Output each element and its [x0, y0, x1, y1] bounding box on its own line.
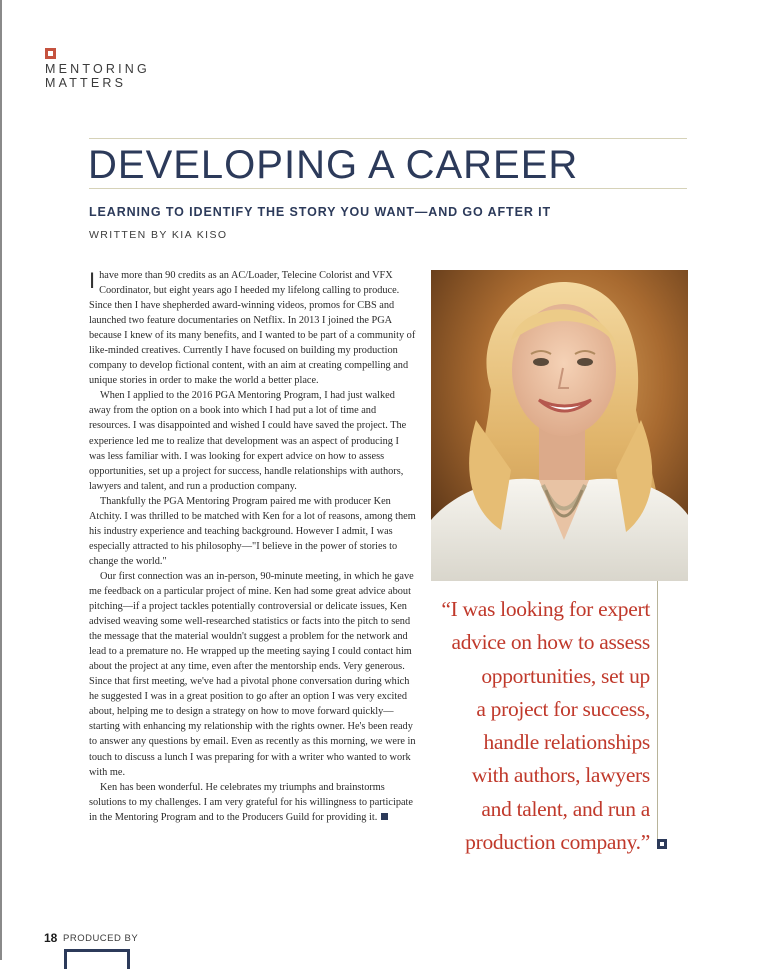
paragraph: Our first connection was an in-person, 90-minute meeting, in which he gave me feedback on a particular project of mine. Ken had some great advice about pitching—if a project tackles potentially controversial or delicate issues, Ken advised weaving some well-researched statistics or facts into the pitch to send the message that the material wouldn't suggest a problem for the network and lead to a premature no. He wrapped up the meeting saying I could contact him about the project at any time, even after the mentorship ends. Very generous. Since that first meeting, we've had a pivotal phone conversation during which he suggested I was in a great position to go after an option I was very excited about, helping me to design a strategy on how to move forward quickly—starting with enhancing my relationship with the rights owner. He's been ready to answer any questions by email. Even as recently as this morning, we were in touch to discuss a lunch I was preparing for with a writer who wanted to work with me. [89, 570, 416, 778]
article-byline: WRITTEN BY KIA KISO [89, 229, 228, 241]
article-subtitle: LEARNING TO IDENTIFY THE STORY YOU WANT—AND GO AFTER IT [89, 205, 552, 219]
end-mark-icon [381, 813, 388, 820]
section-marker-icon [45, 48, 56, 59]
pullquote-line: a project for success, [476, 696, 650, 721]
section-label-line2: MATTERS [45, 76, 127, 90]
drop-cap: I [89, 268, 96, 293]
section-label [45, 62, 150, 90]
paragraph-text: have more than 90 credits as an AC/Loader, Telecine Colorist and VFX Coordinator, but eight years ago I heeded my lifelong calling to produce. Since then I have shepherded award-winning videos, promos for CBS and launched two feature documentaries on Netflix. In 2013 I joined the PGA because I knew of its many benefits, and I wanted to be part of a community of like-minded creatives. Currently I have focused on building my production company to develop fictional content, with an aim at creating compelling and unique stories in order to make the world a better place. [89, 270, 416, 387]
pullquote-line: opportunities, set up [481, 663, 650, 688]
pull-quote [432, 593, 650, 859]
pullquote-line: “I was looking for expert [441, 597, 650, 621]
pullquote-line: advice on how to assess [451, 630, 650, 655]
produced-by-label: PRODUCED BY [63, 933, 139, 944]
pullquote-line: with authors, lawyers [471, 763, 650, 788]
pullquote-line: handle relationships [483, 730, 650, 755]
article-body [89, 268, 416, 825]
portrait-illustration [431, 270, 688, 581]
paragraph: Thankfully the PGA Mentoring Program paired me with producer Ken Atchity. I was thrilled to be matched with Ken for a lot of reasons, among them his industry experience and teaching background. However I admit, I was especially attracted to his philosophy—"I believe in the power of stories to change the world." [89, 495, 416, 567]
paragraph [89, 780, 416, 825]
pullquote-line: production company.” [465, 830, 650, 855]
pullquote-end-icon [657, 839, 667, 849]
article-title: DEVELOPING A CAREER [88, 143, 579, 187]
pullquote-line: and talent, and run a [481, 796, 650, 821]
author-portrait [431, 270, 688, 581]
page-edge-line [0, 0, 2, 960]
paragraph-text: Ken has been wonderful. He celebrates my triumphs and brainstorms solutions to my challenges. I am very grateful for his willingness to participate in the Mentoring Program and to the Producers Guild for providing it. [89, 781, 413, 823]
paragraph: When I applied to the 2016 PGA Mentoring Program, I had just walked away from the option on a book into which I had put a lot of time and resources. I was disappointed and wished I could have saved the project. The experience led me to realize that development was an aspect of producing I was less familiar with. I was looking for expert advice on how to assess opportunities, set up a project for success, handle relationships with authors, lawyers and talent, and run a production company. [89, 390, 407, 492]
title-rule-top [89, 138, 687, 139]
producers-guild-logo-icon [64, 949, 130, 969]
paragraph [89, 268, 416, 388]
section-label-line1: MENTORING [45, 62, 150, 76]
pullquote-rule [657, 581, 658, 842]
page-number: 18 [44, 931, 58, 945]
title-rule-bottom [89, 188, 687, 189]
